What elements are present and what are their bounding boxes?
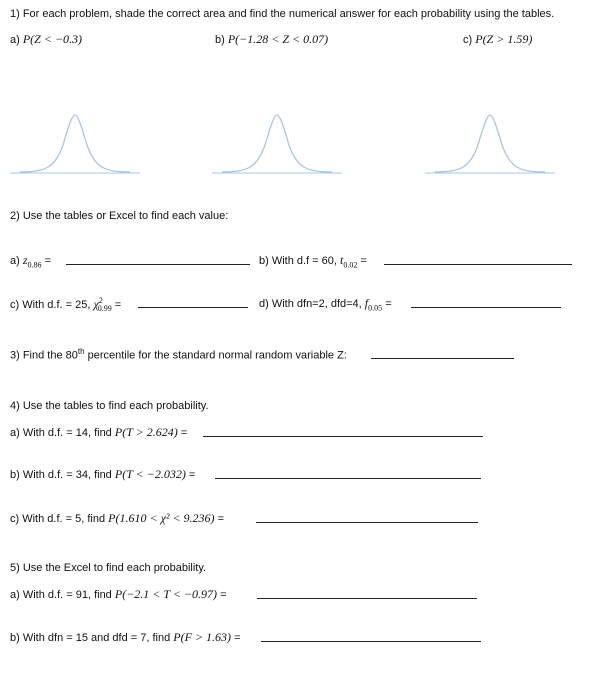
q2-part-b: b) With d.f = 60, $t_{0.02}$ = (259, 253, 367, 270)
q3-answer-blank[interactable] (371, 358, 514, 359)
q5-part-a: a) With d.f. = 91, find P(−2.1 < T < −0.97) = (10, 587, 227, 601)
q1-b-expression: P(−1.28 < Z < 0.07) (227, 32, 329, 46)
q4-a-answer-blank[interactable] (203, 436, 483, 437)
normal-curve-icon[interactable] (212, 110, 342, 180)
q5-a-answer-blank[interactable] (257, 598, 477, 599)
q5-part-b: b) With dfn = 15 and dfd = 7, find P(F > 1.63) = (10, 630, 241, 644)
q1-part-c: c) P(Z > 1.59) (463, 32, 533, 46)
q3-text: 3) Find the 80th percentile for the standard normal random variable Z: (10, 347, 347, 362)
q5-b-answer-blank[interactable] (261, 641, 481, 642)
q4-part-b: b) With d.f. = 34, find P(T < −2.032) = (10, 467, 196, 481)
q5-heading: 5) Use the Excel to find each probability. (10, 562, 207, 574)
q2-a-answer-blank[interactable] (66, 264, 250, 265)
q2-b-answer-blank[interactable] (384, 264, 572, 265)
normal-curve-icon[interactable] (10, 110, 140, 180)
q4-heading: 4) Use the tables to find each probability. (10, 400, 209, 412)
normal-curve-icon[interactable] (425, 110, 555, 180)
q1-a-expression: P(Z < −0.3) (22, 32, 83, 46)
q4-c-answer-blank[interactable] (256, 522, 478, 523)
q1-c-expression: P(Z > 1.59) (475, 32, 533, 46)
q2-d-answer-blank[interactable] (411, 307, 561, 308)
q4-part-a: a) With d.f. = 14, find P(T > 2.624) = (10, 425, 188, 439)
q1-heading: 1) For each problem, shade the correct area and find the numerical answer for each probability using the tables. (10, 8, 555, 20)
q1-part-a: a) P(Z < −0.3) (10, 32, 83, 46)
q4-part-c: c) With d.f. = 5, find P(1.610 < χ² < 9.236) = (10, 511, 225, 525)
q2-part-a: a) $z_{0.86}$ = (10, 253, 52, 270)
q2-c-answer-blank[interactable] (138, 307, 248, 308)
q2-part-d: d) With dfn=2, dfd=4, $f_{0.05}$ = (259, 296, 392, 313)
q2-part-c: c) With d.f. = 25, $\chi^2_{0.99}$ = (10, 296, 122, 314)
q4-b-answer-blank[interactable] (215, 478, 481, 479)
q2-heading: 2) Use the tables or Excel to find each value: (10, 210, 229, 222)
q1-part-b: b) P(−1.28 < Z < 0.07) (215, 32, 329, 46)
